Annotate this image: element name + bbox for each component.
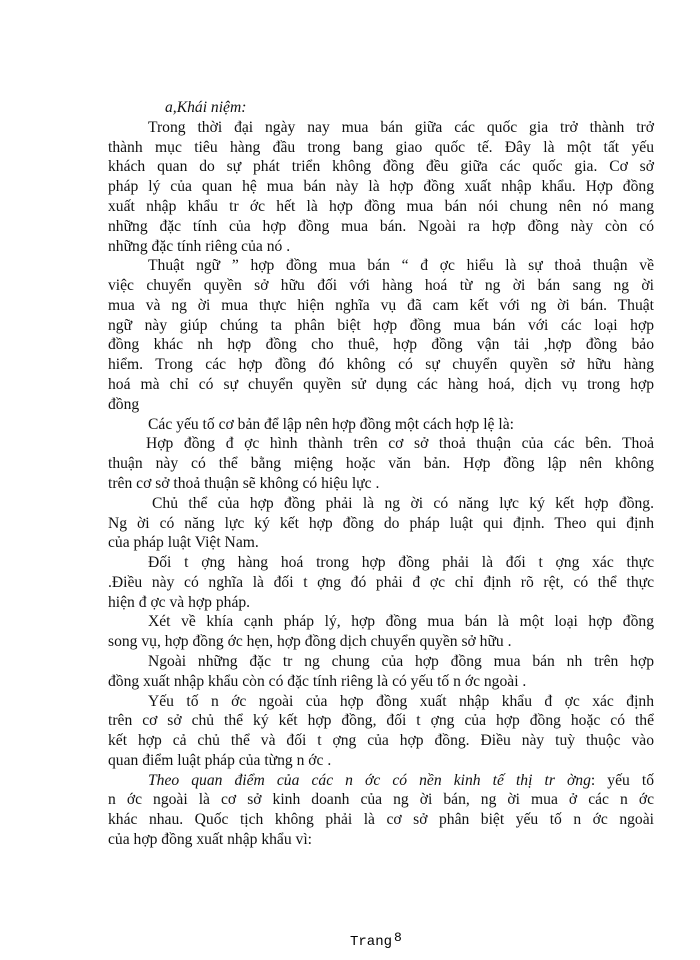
- paragraph-line: ngữ này giúp chúng ta phân biệt hợp đồng mua bán với các loại hợp: [108, 316, 654, 334]
- paragraph-line: khác nhau. Quốc tịch không phải là cơ sở phân biệt yếu tố n ớc ngoài: [108, 811, 654, 829]
- paragraph-line: Các yếu tố cơ bản để lập nên hợp đồng một cách hợp lệ là:: [148, 415, 514, 433]
- paragraph-line: song vụ, hợp đồng ớc hẹn, hợp đồng dịch chuyển quyền sở hữu .: [108, 633, 512, 651]
- paragraph-line: mua và ng ời mua thực hiện nghĩa vụ đã cam kết với ng ời bán. Thuật: [108, 296, 654, 314]
- paragraph-line: Thuật ngữ ” hợp đồng mua bán “ đ ợc hiểu là sự thoả thuận về: [148, 257, 654, 275]
- paragraph-line: .Điều này có nghĩa là đối t ợng đó phải đ ợc chỉ định rõ rệt, có thể thực: [108, 573, 654, 591]
- paragraph-line: pháp lý của quan hệ mua bán này là hợp đồng xuất nhập khẩu. Hợp đồng: [108, 178, 654, 196]
- lead-continuation: : yếu tố: [590, 771, 654, 789]
- page-number: 8: [394, 930, 402, 945]
- paragraph-line: n ớc ngoài là cơ sở kinh doanh của ng ời bán, ng ời mua ở các n ớc: [108, 791, 654, 809]
- paragraph-line: trên cơ sở thoả thuận sẽ không có hiệu lực .: [108, 474, 380, 492]
- paragraph-line: xuất nhập khẩu tr ớc hết là hợp đồng mua bán nói chung nên nó mang: [108, 197, 654, 215]
- paragraph-line: đồng xuất nhập khẩu còn có đặc tính riêng là có yếu tố n ớc ngoài .: [108, 672, 527, 690]
- paragraph-line: quan điểm luật pháp của từng n ớc .: [108, 751, 332, 769]
- paragraph-line: Xét về khía cạnh pháp lý, hợp đồng mua bán là một loại hợp đồng: [148, 613, 654, 631]
- paragraph-line: đồng: [108, 395, 140, 413]
- paragraph-line: thuận này có thể bằng miệng hoặc văn bản. Hợp đồng lập nên không: [108, 455, 654, 473]
- paragraph-line: hoá mà chỉ có sự chuyển quyền sử dụng các hàng hoá, dịch vụ trong hợp: [108, 376, 654, 393]
- paragraph-line: Chủ thể của hợp đồng phải là ng ời có năng lực ký kết hợp đồng.: [152, 494, 654, 512]
- paragraph-line: những đặc tính của hợp đồng mua bán. Ngoài ra hợp đồng này còn có: [108, 217, 654, 235]
- page-footer: [350, 930, 402, 950]
- paragraph-line: những đặc tính riêng của nó .: [108, 237, 291, 255]
- paragraph-line: Trong thời đại ngày nay mua bán giữa các quốc gia trở thành trở: [148, 118, 654, 136]
- paragraph-line: của hợp đồng xuất nhập khẩu vì:: [108, 831, 312, 848]
- paragraph-line: Đối t ợng hàng hoá trong hợp đồng phải là đối t ợng xác thực: [148, 554, 654, 571]
- paragraph-line: của pháp luật Việt Nam.: [108, 534, 259, 552]
- paragraph-line: Hợp đồng đ ợc hình thành trên cơ sở thoả thuận của các bên. Thoả: [146, 435, 654, 453]
- paragraph-line: [148, 771, 654, 791]
- paragraph-line: hiện đ ợc và hợp pháp.: [108, 593, 251, 611]
- paragraph-line: việc chuyển quyền sở hữu đối với hàng hoá từ ng ời bán sang ng ời: [108, 277, 654, 295]
- paragraph-line: Ngoài những đặc tr ng chung của hợp đồng mua bán nh trên hợp: [148, 652, 654, 670]
- paragraph-line: hiểm. Trong các hợp đồng đó không có sự chuyển quyền sở hữu hàng: [108, 356, 654, 374]
- paragraph-line: thành mục tiêu hàng đầu trong bang giao quốc tế. Đây là một tất yếu: [108, 138, 654, 156]
- paragraph-line: khách quan do sự phát triển không đồng đều giữa các quốc gia. Cơ sở: [108, 158, 654, 176]
- paragraph-line: kết hợp cả chủ thể và đối t ợng của hợp đồng. Điều này tuỳ thuộc vào: [108, 732, 654, 750]
- italic-lead: Theo quan điểm của các n ớc có nền kinh tế thị tr ờng: [148, 771, 591, 789]
- paragraph-line: trên cơ sở chủ thể ký kết hợp đồng, đối t ợng của hợp đồng hoặc có thể: [108, 712, 654, 730]
- section-heading: a,Khái niệm:: [165, 99, 247, 116]
- paragraph-line: đồng khác nh hợp đồng cho thuê, hợp đồng vận tải ,hợp đồng bảo: [108, 336, 654, 354]
- paragraph-line: Ng ời có năng lực ký kết hợp đồng do pháp luật qui định. Theo qui định: [108, 514, 654, 532]
- page-label: Trang: [350, 934, 393, 950]
- paragraph-line: Yếu tố n ớc ngoài của hợp đồng xuất nhập khẩu đ ợc xác định: [148, 692, 654, 710]
